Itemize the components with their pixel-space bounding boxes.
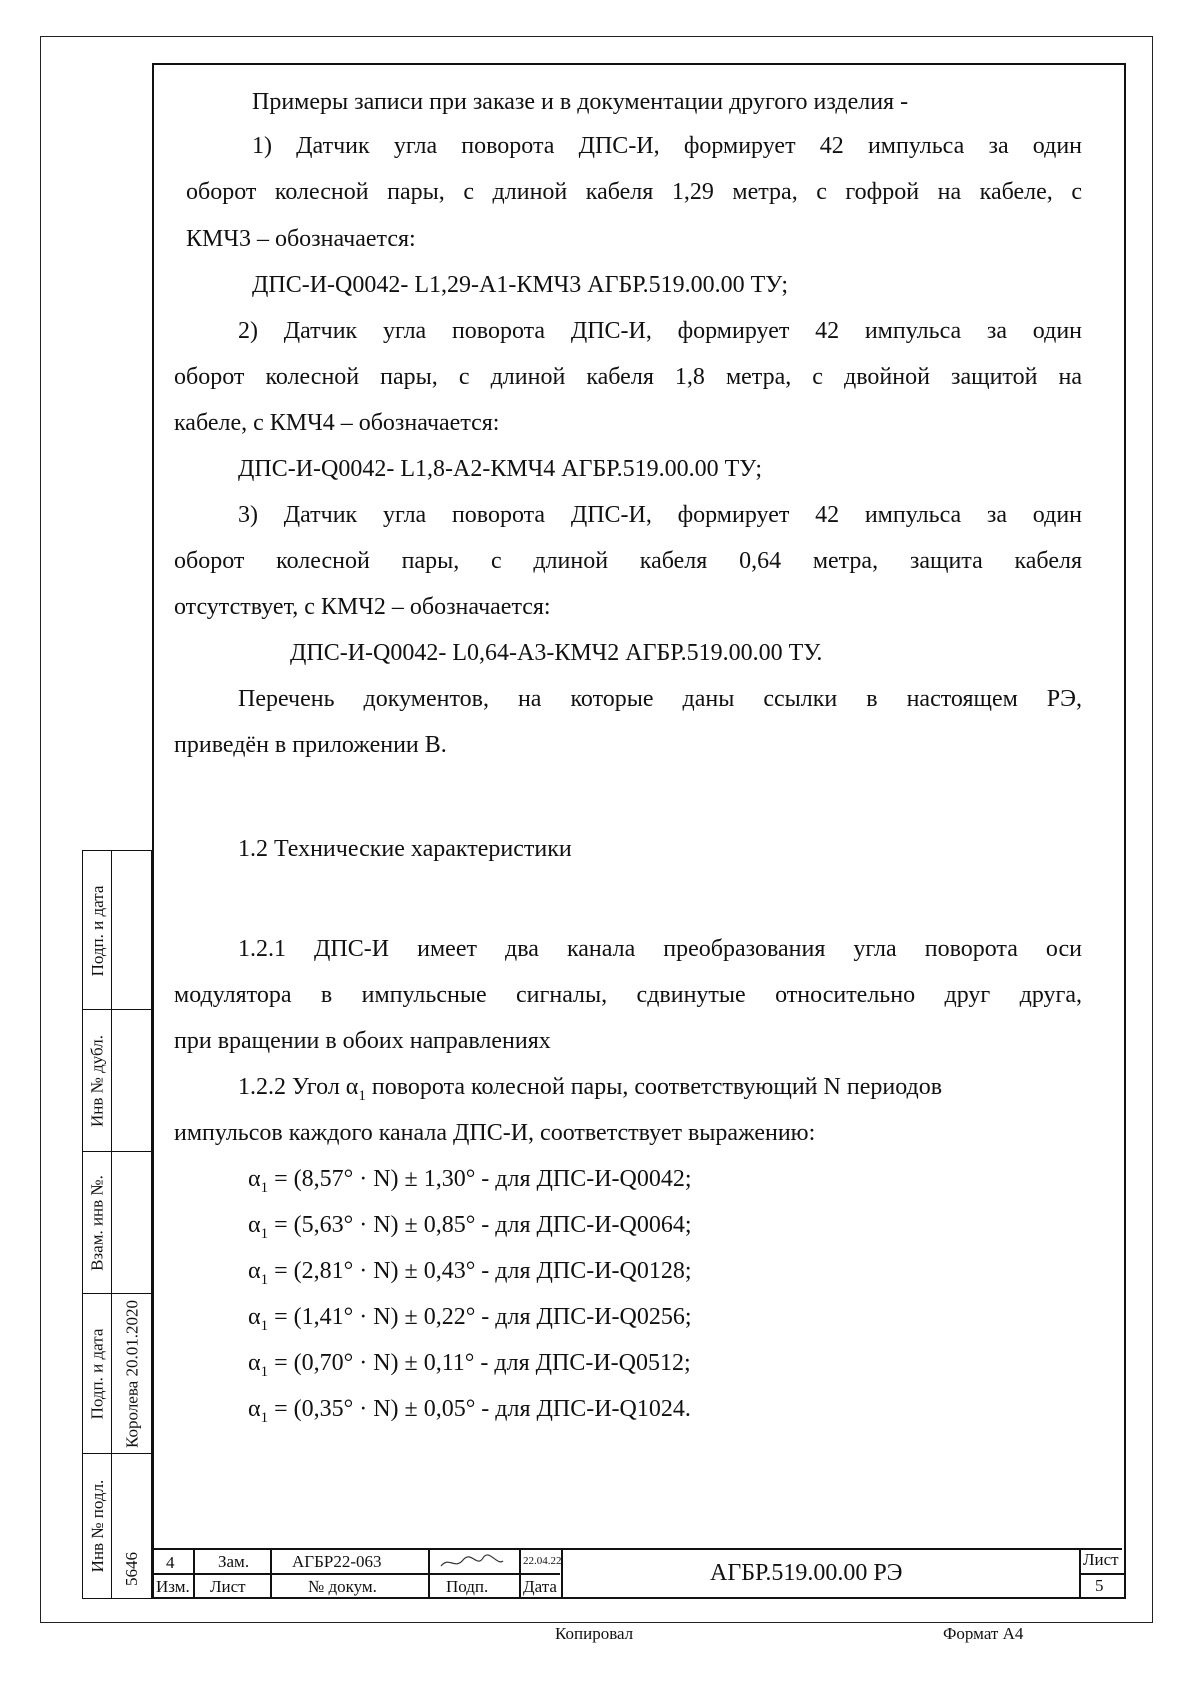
formula-line [248, 1258, 692, 1289]
para-122-start [238, 1074, 942, 1105]
formula-expression: = (0,35° · N) ± 0,05° - для ДПС-И-Q1024. [268, 1396, 691, 1422]
para-122-line-2: импульсов каждого канала ДПС-И, соответствует выражению: [174, 1120, 816, 1146]
para-121-line-3: при вращении в обоих направлениях [174, 1028, 551, 1054]
formula-alpha: α [248, 1304, 261, 1330]
sb-inv-podl-value-cell [111, 1453, 152, 1599]
example-2-line-3: кабеле, с КМЧ4 – обозначается: [174, 410, 500, 436]
para-122-angle-text: 1.2.2 Угол α [238, 1074, 359, 1100]
example-3-line-2: оборот колесной пары, с длиной кабеля 0,64 метра, защита кабеля [174, 548, 1082, 574]
stamp-header-izm: Изм. [156, 1577, 190, 1596]
stamp-list-value: Зам. [218, 1552, 250, 1571]
formula-expression: = (2,81° · N) ± 0,43° - для ДПС-И-Q0128; [268, 1258, 692, 1284]
sb-vzam-inv-label: Взам. инв №. [87, 1175, 107, 1271]
stamp-header-doc: № докум. [308, 1577, 377, 1596]
references-line-1: Перечень документов, на которые даны ссылки в настоящем РЭ, [238, 686, 1082, 712]
sb-podp-data-bottom-label-cell [82, 1293, 112, 1454]
formula-expression: = (0,70° · N) ± 0,11° - для ДПС-И-Q0512; [268, 1350, 691, 1376]
sb-inv-podl-label-cell [82, 1453, 112, 1599]
stamp-col-6 [1079, 1548, 1081, 1599]
sb-podp-data-top-value [111, 850, 152, 1010]
stamp-sheet-line [1079, 1573, 1124, 1575]
formula-alpha: α [248, 1396, 261, 1422]
formula-subscript: 1 [260, 1363, 269, 1380]
example-1-code: ДПС-И-Q0042- L1,29-А1-КМЧ3 АГБР.519.00.00 ТУ; [252, 272, 789, 298]
formula-alpha: α [248, 1350, 261, 1376]
stamp-header-date: Дата [523, 1577, 557, 1596]
formula-line [248, 1396, 691, 1427]
formula-alpha: α [248, 1166, 261, 1192]
sb-inv-dubl-value [111, 1009, 152, 1152]
formula-expression: = (1,41° · N) ± 0,22° - для ДПС-И-Q0256; [268, 1304, 692, 1330]
formula-line [248, 1212, 692, 1243]
sb-signature-cell [111, 1293, 152, 1454]
sb-signature-date: Королева 20.01.2020 [122, 1300, 142, 1448]
formula-line [248, 1304, 692, 1335]
stamp-col-2 [270, 1548, 272, 1599]
sb-inv-podl-label: Инв № подл. [88, 1479, 107, 1573]
example-1-line-3: КМЧ3 – обозначается: [186, 226, 416, 252]
example-3-code: ДПС-И-Q0042- L0,64-А3-КМЧ2 АГБР.519.00.00 ТУ. [290, 640, 823, 666]
formula-subscript: 1 [260, 1317, 269, 1334]
para-121-line-2: модулятора в импульсные сигналы, сдвинутые относительно друг друга, [174, 982, 1082, 1008]
formula-expression: = (5,63° · N) ± 0,85° - для ДПС-И-Q0064; [268, 1212, 692, 1238]
references-line-2: приведён в приложении В. [174, 732, 447, 758]
example-3-line-3: отсутствует, с КМЧ2 – обозначается: [174, 594, 551, 620]
stamp-sheet-number: 5 [1095, 1576, 1104, 1595]
example-2-code: ДПС-И-Q0042- L1,8-А2-КМЧ4 АГБР.519.00.00 ТУ; [238, 456, 763, 482]
formula-alpha: α [248, 1212, 261, 1238]
sb-inv-dubl-label-cell [82, 1009, 112, 1152]
stamp-sheet-label: Лист [1083, 1550, 1119, 1569]
formula-subscript: 1 [260, 1225, 269, 1242]
stamp-designation: АГБР.519.00.00 РЭ [710, 1560, 903, 1586]
formula-line [248, 1350, 691, 1381]
title-block [152, 1548, 1126, 1599]
sb-podp-data-top-label-cell [82, 850, 112, 1010]
left-sidebar [82, 850, 152, 1599]
sb-podp-data-bottom-label: Подп. и дата [87, 1328, 107, 1420]
example-1-line-2: оборот колесной пары, с длиной кабеля 1,29 метра, с гофрой на кабеле, с [186, 179, 1082, 205]
stamp-izm-value: 4 [166, 1553, 175, 1572]
formula-line [248, 1166, 692, 1197]
sb-podp-data-top-label: Подп. и дата [88, 885, 107, 977]
sb-vzam-inv-value [111, 1151, 152, 1294]
formula-subscript: 1 [260, 1179, 269, 1196]
example-2-line-2: оборот колесной пары, с длиной кабеля 1,8 метра, с двойной защитой на [174, 364, 1082, 390]
stamp-col-3 [428, 1548, 430, 1599]
stamp-doc-value: АГБР22-063 [292, 1552, 382, 1571]
example-2-line-1: 2) Датчик угла поворота ДПС-И, формирует 42 импульса за один [238, 318, 1082, 344]
stamp-date-value: 22.04.22 [523, 1555, 562, 1567]
formula-subscript: 1 [260, 1271, 269, 1288]
formula-expression: = (8,57° · N) ± 1,30° - для ДПС-И-Q0042; [268, 1166, 692, 1192]
stamp-header-list: Лист [210, 1577, 246, 1596]
section-heading: 1.2 Технические характеристики [238, 836, 572, 862]
example-3-line-1: 3) Датчик угла поворота ДПС-И, формирует 42 импульса за один [238, 502, 1082, 528]
stamp-col-1 [193, 1548, 195, 1599]
stamp-header-podp: Подп. [446, 1577, 489, 1596]
footer-format: Формат А4 [943, 1624, 1024, 1643]
formula-alpha: α [248, 1258, 261, 1284]
stamp-mid-line [152, 1573, 560, 1575]
sb-inv-dubl-label: Инв № дубл. [87, 1035, 107, 1128]
sb-vzam-inv-label-cell [82, 1151, 112, 1294]
para-121-line-1: 1.2.1 ДПС-И имеет два канала преобразования угла поворота оси [238, 936, 1082, 962]
stamp-top-line [152, 1548, 1122, 1550]
stamp-col-4 [519, 1548, 521, 1599]
sb-inv-podl-value: 5646 [122, 1552, 141, 1586]
para-122-line-1 [238, 1074, 1082, 1105]
stamp-signature-image [437, 1552, 507, 1572]
formula-subscript: 1 [260, 1409, 269, 1426]
para-122-rest-text: поворота колесной пары, соответствующий N периодов [365, 1074, 943, 1100]
footer-copied: Копировал [555, 1624, 634, 1643]
para-122-subscript: 1 [358, 1087, 366, 1104]
example-1-line-1: 1) Датчик угла поворота ДПС-И, формирует 42 импульса за один [252, 133, 1082, 159]
intro-line: Примеры записи при заказе и в документации другого изделия - [252, 89, 909, 115]
